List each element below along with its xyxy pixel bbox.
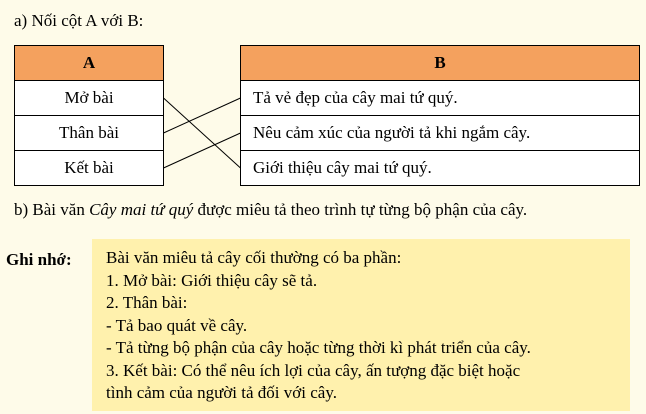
part-b-sentence xyxy=(14,200,527,220)
note-line-conclusion-continued: tình cảm của người tả đối với cây. xyxy=(106,383,337,402)
note-label: Ghi nhớ: xyxy=(6,250,72,269)
part-b-prefix: b) Bài văn xyxy=(14,200,90,219)
note-line-conclusion-section: 3. Kết bài: Có thể nêu ích lợi của cây, ấn tượng đặc biệt hoặc xyxy=(106,360,521,380)
column-b-item-2[interactable]: Nêu cảm xúc của người tả khi ngắm cây. xyxy=(241,116,640,151)
match-line-1 xyxy=(164,98,241,168)
note-line-body-details: - Tả từng bộ phận của cây hoặc từng thời kì phát triển của cây. xyxy=(106,338,531,357)
note-box xyxy=(92,239,630,411)
column-b-header: B xyxy=(241,46,640,81)
column-b-item-3[interactable]: Giới thiệu cây mai tứ quý. xyxy=(241,151,640,186)
match-line-3 xyxy=(164,133,241,168)
column-b-item-1[interactable]: Tả vẻ đẹp của cây mai tứ quý. xyxy=(241,81,640,116)
note-line-body-overview: - Tả bao quát về cây. xyxy=(106,315,248,335)
part-b-story-title: Cây mai tứ quý xyxy=(89,200,194,219)
note-line-intro-section: 1. Mở bài: Giới thiệu cây sẽ tả. xyxy=(106,270,318,290)
column-a-item-mo-bai[interactable]: Mở bài xyxy=(15,81,164,116)
part-a-heading: a) Nối cột A với B: xyxy=(14,11,144,30)
note-line-body-section: 2. Thân bài: xyxy=(106,293,188,312)
column-a-item-than-bai[interactable]: Thân bài xyxy=(15,116,164,151)
part-b-suffix: được miêu tả theo trình tự từng bộ phận của cây. xyxy=(193,200,528,219)
note-line-intro: Bài văn miêu tả cây cối thường có ba phần: xyxy=(106,248,402,267)
match-line-2 xyxy=(164,98,241,133)
column-a-item-ket-bai[interactable]: Kết bài xyxy=(15,151,164,186)
column-a-header: A xyxy=(15,46,164,81)
